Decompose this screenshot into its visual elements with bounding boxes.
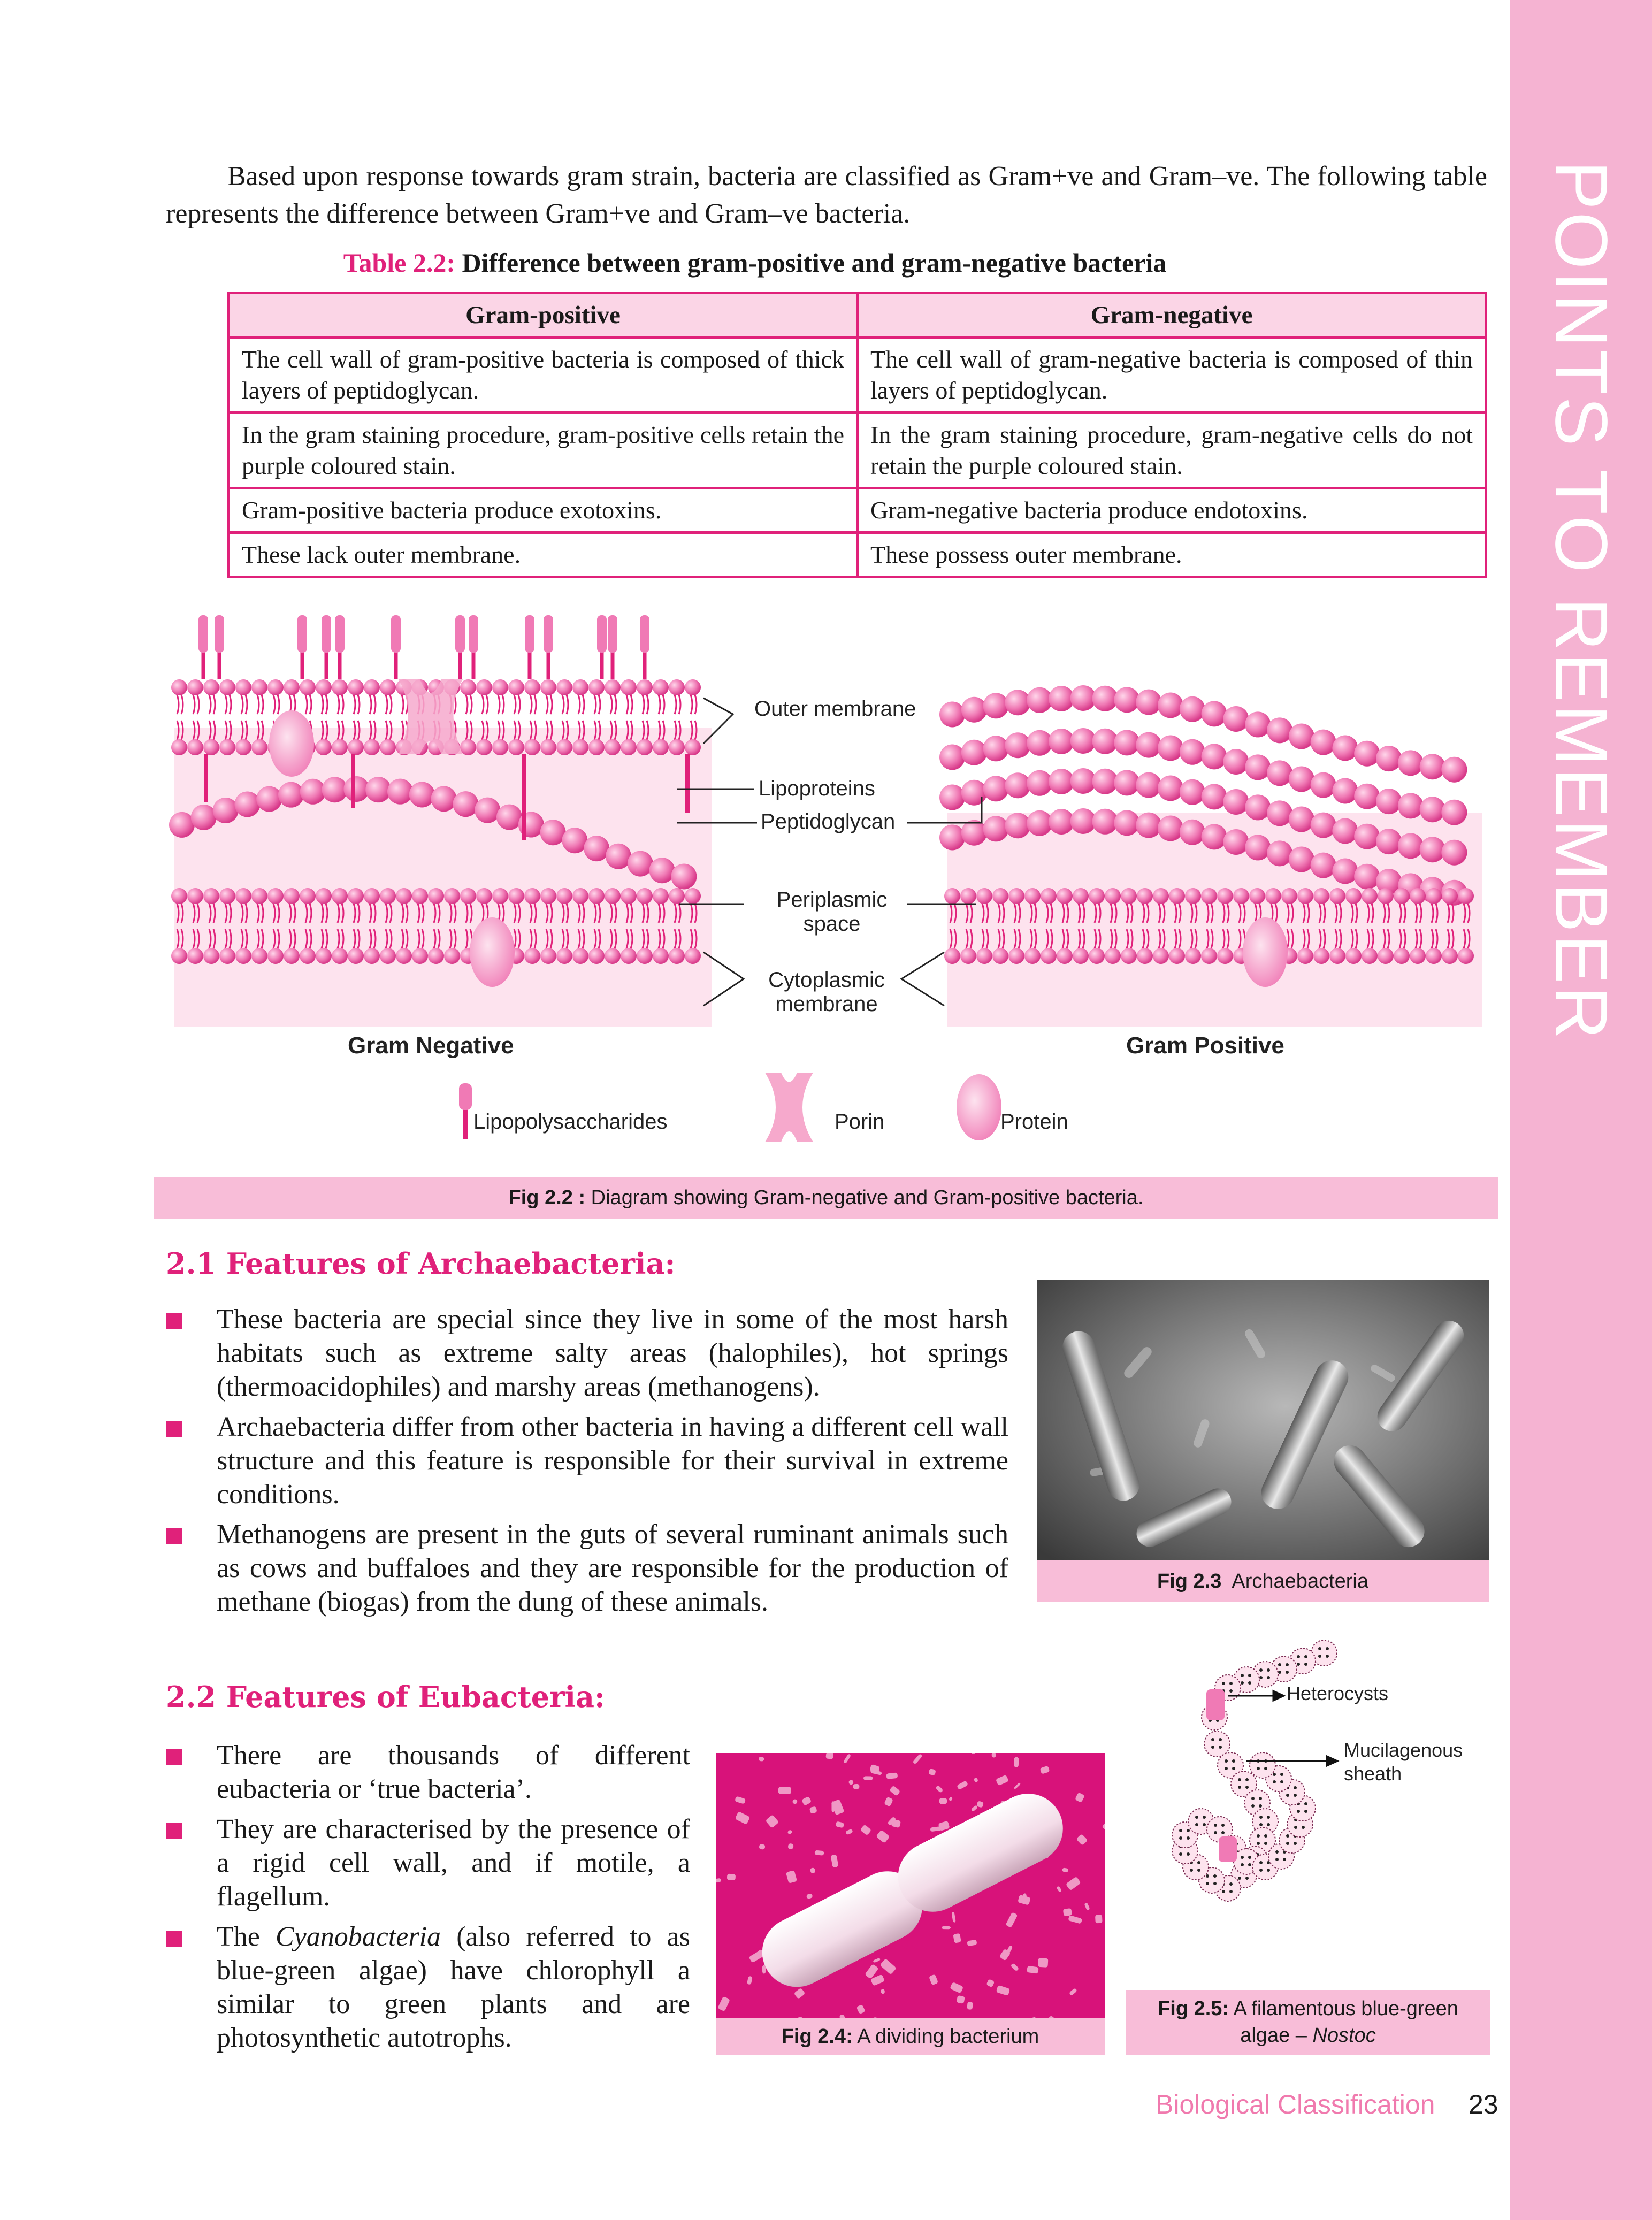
label-heterocysts: Heterocysts	[1287, 1682, 1389, 1704]
bullet-square-icon	[166, 1313, 182, 1329]
heading-eubacteria: 2.2 Features of Eubacteria:	[166, 1680, 605, 1714]
table-cell: The cell wall of gram-negative bacteria is composed of thin layers of peptidoglycan.	[858, 338, 1486, 413]
fig25-caption-number: Fig 2.5:	[1158, 1997, 1229, 2020]
eubacteria-list	[166, 1739, 690, 2061]
list-item-text: These bacteria are special since they live in some of the most harsh habitats such as extreme salty areas (halophiles), hot springs (thermoacidophiles) and marshy areas (methanogens).	[217, 1304, 1008, 1402]
bullet-square-icon	[166, 1528, 182, 1544]
fig24-caption-number: Fig 2.4:	[781, 2025, 853, 2048]
table-caption-title: Difference between gram-positive and gram-negative bacteria	[462, 248, 1167, 278]
legend-lps-glyph	[459, 1083, 472, 1139]
header-gram-positive: Gram-positive	[229, 293, 858, 338]
label-sheath-line1: Mucilagenous	[1344, 1739, 1463, 1761]
list-item-text: The	[217, 1922, 276, 1952]
label-cytoplasmic	[757, 968, 896, 1016]
fig24-caption-text: A dividing bacterium	[857, 2025, 1039, 2048]
label-cytoplasmic-line1: Cytoplasmic	[768, 968, 885, 992]
leader-lines	[677, 698, 982, 1006]
protein-inner-positive	[1243, 917, 1288, 987]
table-row	[229, 488, 1486, 533]
legend-protein-label: Protein	[1000, 1110, 1068, 1134]
fig22-caption-number: Fig 2.2 :	[508, 1186, 586, 1209]
list-item-text: They are characterised by the presence of a rigid cell wall, and if motile, a flagellum.	[217, 1814, 690, 1912]
intro-paragraph: Based upon response towards gram strain, bacteria are classified as Gram+ve and Gram–ve. The following table represents the difference between Gram+ve and Gram–ve bacteria.	[166, 161, 1487, 229]
table-caption-number: Table 2.2:	[343, 248, 456, 278]
nostoc-diagram	[1131, 1626, 1517, 1990]
page-number: 23	[1469, 2089, 1498, 2119]
list-item-text: (also referred to as blue-green algae) have chlorophyll a similar to green plants and are photosynthetic autotrophs.	[217, 1922, 690, 2053]
list-item	[166, 1518, 1008, 1619]
list-item	[166, 1739, 690, 1806]
heading-archaebacteria: 2.1 Features of Archaebacteria:	[166, 1246, 676, 1281]
fig24-caption	[716, 2018, 1105, 2055]
heterocyst	[1219, 1836, 1237, 1862]
cell-wall-diagram-graphic	[160, 599, 1498, 1145]
label-lipoproteins: Lipoproteins	[759, 777, 875, 800]
table-caption	[0, 247, 1510, 278]
label-periplasmic-line2: space	[803, 912, 861, 936]
table-row	[229, 533, 1486, 577]
dividing-bacterium-image	[716, 1753, 1105, 2018]
fig23-caption-number: Fig 2.3	[1157, 1570, 1222, 1593]
gram-negative-periplasm	[174, 728, 712, 1027]
label-periplasmic	[762, 888, 901, 936]
protein-outer	[269, 710, 314, 777]
table-cell: These possess outer membrane.	[858, 533, 1486, 577]
fig25-caption	[1126, 1990, 1490, 2055]
list-item	[166, 1920, 690, 2055]
list-item-italic: Cyanobacteria	[276, 1922, 441, 1952]
archaebacteria-micrograph	[1037, 1280, 1489, 1560]
legend-porin-glyph	[765, 1073, 813, 1142]
label-outer-membrane: Outer membrane	[754, 697, 916, 721]
legend-protein-glyph	[957, 1074, 1001, 1140]
table-cell: In the gram staining procedure, gram-negative cells do not retain the purple coloured stain.	[858, 413, 1486, 488]
table-row	[229, 413, 1486, 488]
fig23-caption-text: Archaebacteria	[1232, 1570, 1368, 1593]
bullet-square-icon	[166, 1823, 182, 1839]
table-row	[229, 338, 1486, 413]
label-cytoplasmic-line2: membrane	[775, 992, 878, 1016]
table-cell: In the gram staining procedure, gram-positive cells retain the purple coloured stain.	[229, 413, 858, 488]
bullet-square-icon	[166, 1931, 182, 1947]
label-peptidoglycan: Peptidoglycan	[761, 810, 896, 833]
header-gram-negative: Gram-negative	[858, 293, 1486, 338]
protein-inner-negative	[470, 917, 515, 987]
footer-chapter-title: Biological Classification	[1156, 2089, 1435, 2119]
fig22-caption	[154, 1177, 1498, 1219]
label-mucilagenous-sheath	[1344, 1739, 1463, 1786]
legend-porin-label: Porin	[835, 1110, 885, 1134]
nostoc-filament	[1172, 1640, 1337, 1901]
lipopolysaccharide-chains	[198, 615, 649, 679]
list-item-text: There are thousands of different eubacteria or ‘true bacteria’.	[217, 1740, 690, 1804]
table-cell: Gram-positive bacteria produce exotoxins.	[229, 488, 858, 533]
table-cell: The cell wall of gram-positive bacteria is composed of thick layers of peptidoglycan.	[229, 338, 858, 413]
list-item	[166, 1812, 690, 1913]
list-item-text: Archaebacteria differ from other bacteria in having a different cell wall structure and this feature is responsible for their survival in extreme conditions.	[217, 1412, 1008, 1510]
list-item	[166, 1410, 1008, 1511]
fig25-caption-italic: Nostoc	[1312, 2024, 1376, 2047]
label-gram-negative: Gram Negative	[348, 1032, 514, 1059]
archaebacteria-list	[166, 1303, 1008, 1625]
fig25-caption-text: A filamentous blue-green	[1233, 1997, 1458, 2020]
table-header-row	[229, 293, 1486, 338]
label-sheath-line2: sheath	[1344, 1763, 1402, 1785]
side-band-title: POINTS TO REMEMBER	[1540, 160, 1623, 1042]
label-periplasmic-line1: Periplasmic	[776, 888, 888, 912]
table-cell: Gram-negative bacteria produce endotoxins.	[858, 488, 1486, 533]
list-item	[166, 1303, 1008, 1404]
list-item-text: Methanogens are present in the guts of several ruminant animals such as cows and buffaloes and they are responsible for the production of methane (biogas) from the dung of these animals.	[217, 1519, 1008, 1617]
comparison-table	[227, 292, 1487, 578]
bullet-square-icon	[166, 1749, 182, 1765]
label-gram-positive: Gram Positive	[1126, 1032, 1284, 1059]
fig22-caption-text: Diagram showing Gram-negative and Gram-positive bacteria.	[591, 1186, 1144, 1209]
fig25-caption-text-2: algae –	[1240, 2024, 1307, 2047]
fig23-caption	[1037, 1560, 1489, 1602]
bullet-square-icon	[166, 1421, 182, 1437]
cell-wall-diagram	[160, 599, 1498, 1145]
table-cell: These lack outer membrane.	[229, 533, 858, 577]
heterocyst	[1206, 1689, 1225, 1720]
legend-lps-label: Lipopolysaccharides	[473, 1110, 668, 1134]
